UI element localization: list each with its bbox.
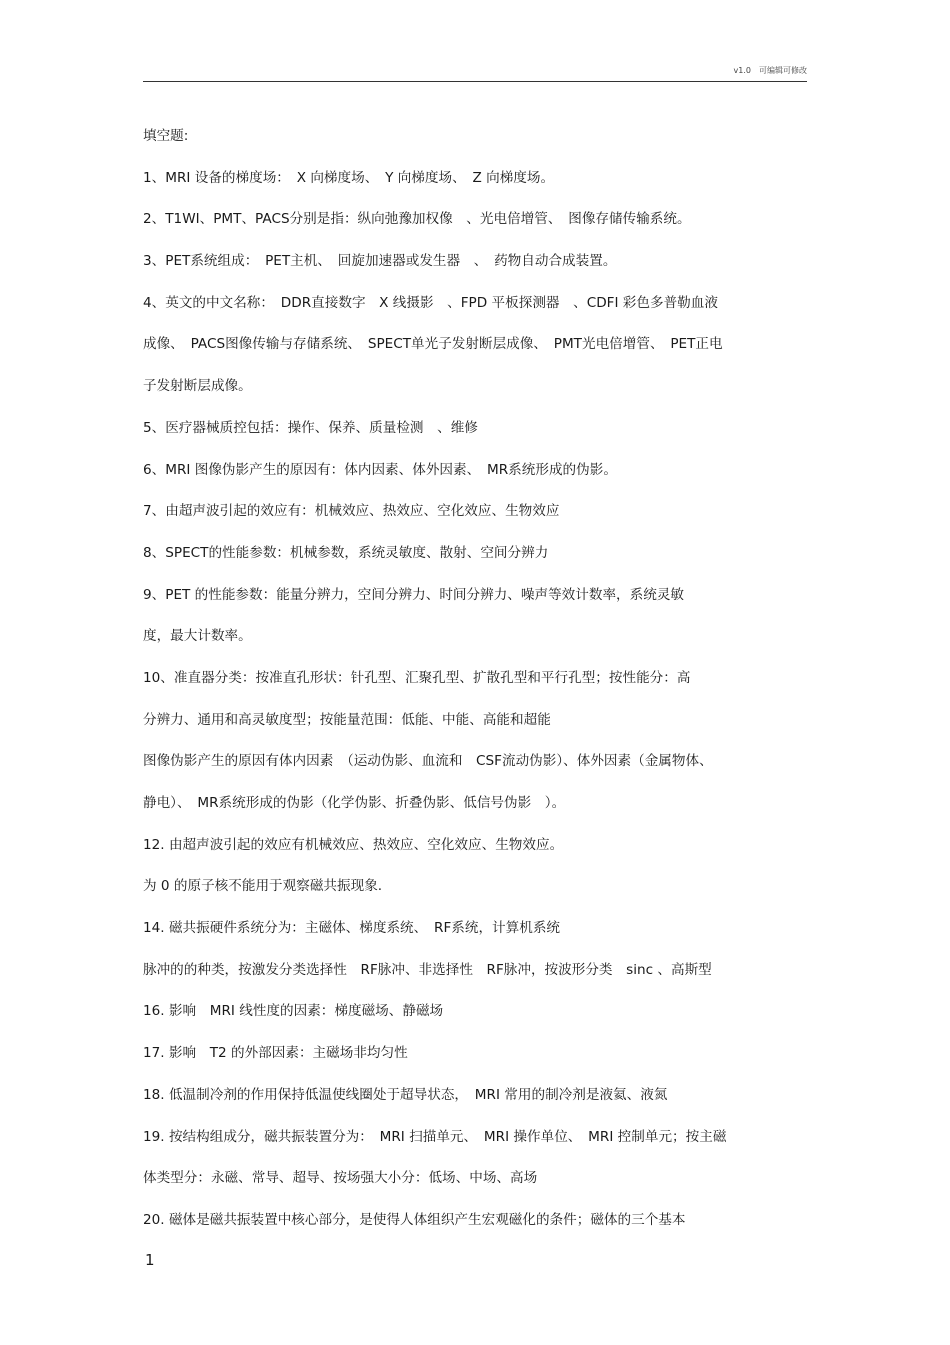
section-heading: 填空题: — [143, 128, 189, 144]
question-line-12: 度，最大计数率。 — [143, 628, 252, 645]
question-line-7: 5、医疗器械质控包括：操作、保养、质量检测 、维修 — [143, 419, 478, 436]
question-line-21: 16. 影响 MRI 线性度的因素：梯度磁场、静磁场 — [143, 1003, 444, 1020]
question-line-10: 8、SPECT的性能参数：机械参数，系统灵敏度、散射、空间分辨力 — [143, 544, 549, 561]
question-line-22: 17. 影响 T2 的外部因素：主磁场非均匀性 — [143, 1045, 408, 1062]
question-line-3: 3、PET系统组成： PET主机、 回旋加速器或发生器 、 药物自动合成装置。 — [143, 253, 617, 270]
question-line-19: 14. 磁共振硬件系统分为：主磁体、梯度系统、 RF系统，计算机系统 — [143, 920, 561, 937]
question-line-16: 静电）、 MR系统形成的伪影（化学伪影、折叠伪影、低信号伪影 ）。 — [143, 795, 566, 811]
question-line-26: 20. 磁体是磁共振装置中核心部分，是使得人体组织产生宏观磁化的条件；磁体的三个基本 — [143, 1211, 686, 1228]
question-line-2: 2、T1WI、PMT、PACS分别是指：纵向弛豫加权像 、光电倍增管、 图像存储传输系统。 — [143, 211, 691, 228]
question-line-23: 18. 低温制冷剂的作用保持低温使线圈处于超导状态， MRI 常用的制冷剂是液氦、液氮 — [143, 1086, 668, 1103]
question-line-1: 1、MRI 设备的梯度场： X 向梯度场、 Y 向梯度场、 Z 向梯度场。 — [143, 169, 555, 186]
version-note: v1.0 可编辑可修改 — [733, 66, 807, 75]
question-line-24: 19. 按结构组成分，磁共振装置分为： MRI 扫描单元、 MRI 操作单位、 MRI 控制单元；按主磁 — [143, 1128, 727, 1145]
question-line-25: 体类型分：永磁、常导、超导、按场强大小分：低场、中场、高场 — [143, 1170, 538, 1187]
question-line-5: 成像、 PACS图像传输与存储系统、 SPECT单光子发射断层成像、 PMT光电倍增管、 PET正电 — [143, 336, 723, 353]
question-line-9: 7、由超声波引起的效应有：机械效应、热效应、空化效应、生物效应 — [143, 503, 560, 520]
page-number: 1 — [145, 1251, 155, 1269]
question-line-18: 为 0 的原子核不能用于观察磁共振现象. — [143, 878, 383, 895]
question-line-6: 子发射断层成像。 — [143, 378, 252, 395]
question-line-4: 4、英文的中文名称： DDR直接数字 X 线摄影 、FPD 平板探测器 、CDFI 彩色多普勒血液 — [143, 294, 718, 311]
question-line-11: 9、PET 的性能参数：能量分辨力，空间分辨力、时间分辨力、噪声等效计数率，系统灵敏 — [143, 586, 685, 603]
question-line-14: 分辨力、通用和高灵敏度型；按能量范围：低能、中能、高能和超能 — [143, 711, 551, 728]
question-line-8: 6、MRI 图像伪影产生的原因有：体内因素、体外因素、 MR系统形成的伪影。 — [143, 461, 617, 478]
document-body — [143, 126, 807, 1252]
question-line-17: 12. 由超声波引起的效应有机械效应、热效应、空化效应、生物效应。 — [143, 836, 564, 853]
question-line-15: 图像伪影产生的原因有体内因素 （运动伪影、血流和 CSF流动伪影）、体外因素（金属物体、 — [143, 753, 713, 770]
question-line-13: 10、准直器分类：按准直孔形状：针孔型、汇聚孔型、扩散孔型和平行孔型；按性能分：高 — [143, 669, 691, 686]
question-line-20: 脉冲的的种类，按激发分类选择性 RF脉冲、非选择性 RF脉冲，按波形分类 sinc 、高斯型 — [143, 961, 712, 978]
header-rule — [143, 81, 807, 82]
